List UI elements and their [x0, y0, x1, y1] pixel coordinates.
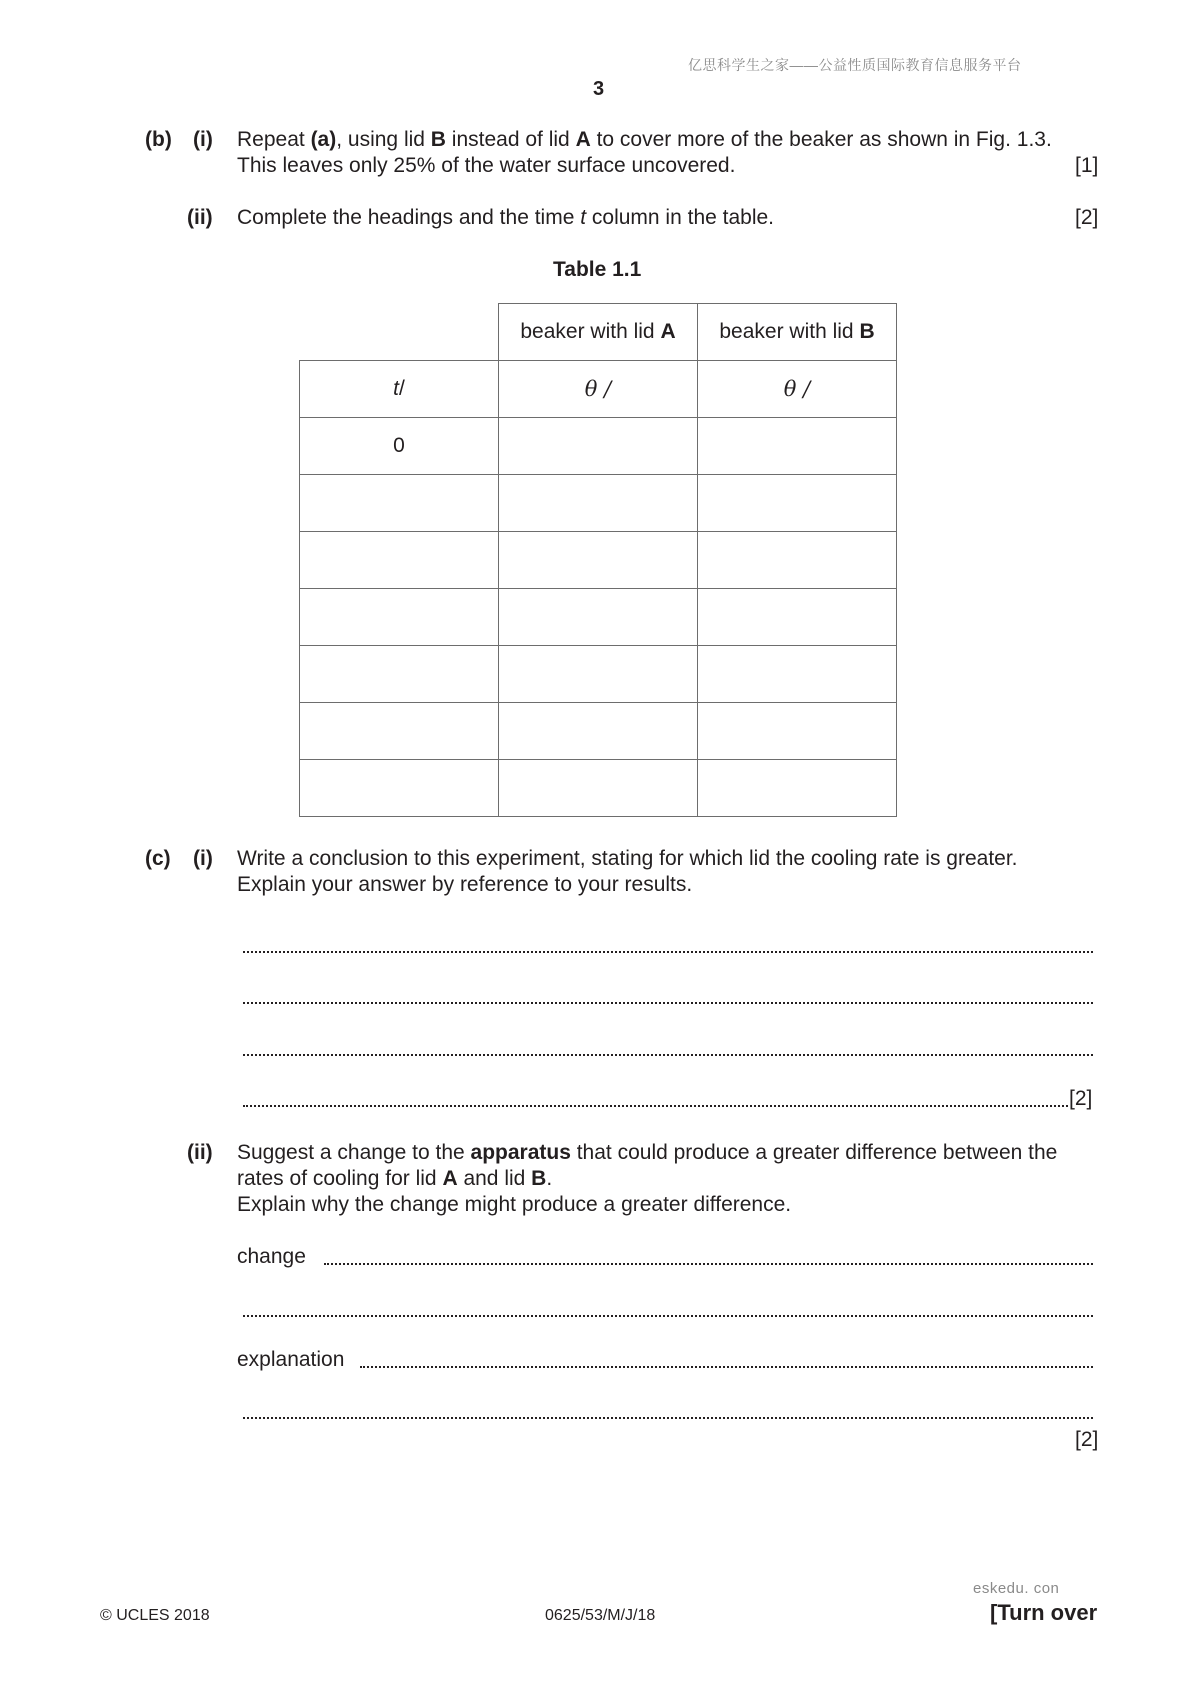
temp-cell-lid-a[interactable]: [499, 703, 698, 760]
table-row: [300, 475, 897, 532]
table-units-row: [300, 361, 897, 418]
table-header-row: [300, 304, 897, 361]
part-b-label: (b): [145, 128, 172, 151]
answer-line[interactable]: [243, 1053, 1093, 1056]
temp-cell-lid-a[interactable]: [499, 760, 698, 817]
time-cell[interactable]: [300, 589, 499, 646]
time-cell[interactable]: [300, 475, 499, 532]
temp-cell-lid-b[interactable]: [698, 760, 897, 817]
page-number: 3: [593, 78, 605, 100]
part-b-i-marks: [1]: [1075, 154, 1099, 177]
part-c-ii-marks: [2]: [1075, 1428, 1099, 1451]
column-heading-lid-a: beaker with lid A: [499, 304, 698, 361]
answer-line[interactable]: [243, 950, 1093, 953]
temp-cell-lid-b[interactable]: [698, 418, 897, 475]
change-label: change: [237, 1245, 306, 1268]
unit-cell-time[interactable]: t/: [300, 361, 499, 418]
part-c-ii-line3: Explain why the change might produce a greater difference.: [237, 1193, 792, 1216]
time-cell[interactable]: [300, 532, 499, 589]
temp-cell-lid-a[interactable]: [499, 646, 698, 703]
explanation-answer-line[interactable]: [243, 1416, 1093, 1419]
unit-cell-theta-a[interactable]: θ /: [499, 361, 698, 418]
time-cell[interactable]: 0: [300, 418, 499, 475]
site-watermark: eskedu. con: [973, 1580, 1060, 1597]
table-row: [300, 532, 897, 589]
table-row: [300, 703, 897, 760]
table-row: [300, 418, 897, 475]
part-c-ii-line2: rates of cooling for lid A and lid B.: [237, 1167, 553, 1190]
watermark-text: 亿思科学生之家——公益性质国际教育信息服务平台: [688, 57, 1022, 73]
temp-cell-lid-b[interactable]: [698, 532, 897, 589]
column-heading-lid-b: beaker with lid B: [698, 304, 897, 361]
part-c-ii-line1: Suggest a change to the apparatus that could produce a greater difference between the: [237, 1141, 1058, 1164]
table-row: [300, 760, 897, 817]
time-cell[interactable]: [300, 703, 499, 760]
temp-cell-lid-a[interactable]: [499, 532, 698, 589]
temp-cell-lid-b[interactable]: [698, 703, 897, 760]
results-table: [299, 303, 897, 817]
copyright-text: © UCLES 2018: [100, 1607, 210, 1624]
table-row: [300, 589, 897, 646]
part-b-i-line1: Repeat (a), using lid B instead of lid A to cover more of the beaker as shown in Fig. 1.3.: [237, 128, 1052, 151]
part-b-i-line2: This leaves only 25% of the water surface uncovered.: [237, 154, 736, 177]
explanation-answer-line[interactable]: [360, 1365, 1093, 1368]
table-row: [300, 646, 897, 703]
temp-cell-lid-a[interactable]: [499, 475, 698, 532]
part-b-ii-label: (ii): [187, 206, 213, 229]
time-cell[interactable]: [300, 646, 499, 703]
part-c-ii-label: (ii): [187, 1141, 213, 1164]
answer-line[interactable]: [243, 1104, 1068, 1107]
temp-cell-lid-b[interactable]: [698, 475, 897, 532]
part-b-ii-marks: [2]: [1075, 206, 1099, 229]
part-b-ii-text: Complete the headings and the time t column in the table.: [237, 206, 775, 229]
temp-cell-lid-a[interactable]: [499, 589, 698, 646]
paper-code: 0625/53/M/J/18: [545, 1607, 656, 1624]
table-blank-corner: [300, 304, 499, 361]
part-b-i-label: (i): [193, 128, 213, 151]
temp-cell-lid-a[interactable]: [499, 418, 698, 475]
change-answer-line[interactable]: [243, 1314, 1093, 1317]
part-c-i-line1: Write a conclusion to this experiment, stating for which lid the cooling rate is greater.: [237, 847, 1018, 870]
answer-line[interactable]: [243, 1001, 1093, 1004]
turn-over-text: [Turn over: [990, 1600, 1098, 1625]
change-answer-line[interactable]: [324, 1262, 1093, 1265]
part-c-i-label: (i): [193, 847, 213, 870]
explanation-label: explanation: [237, 1348, 345, 1371]
part-c-label: (c): [145, 847, 171, 870]
temp-cell-lid-b[interactable]: [698, 646, 897, 703]
time-cell[interactable]: [300, 760, 499, 817]
temp-cell-lid-b[interactable]: [698, 589, 897, 646]
part-c-i-marks: [2]: [1069, 1087, 1093, 1110]
part-c-i-line2: Explain your answer by reference to your results.: [237, 873, 693, 896]
unit-cell-theta-b[interactable]: θ /: [698, 361, 897, 418]
table-caption: Table 1.1: [553, 258, 642, 281]
